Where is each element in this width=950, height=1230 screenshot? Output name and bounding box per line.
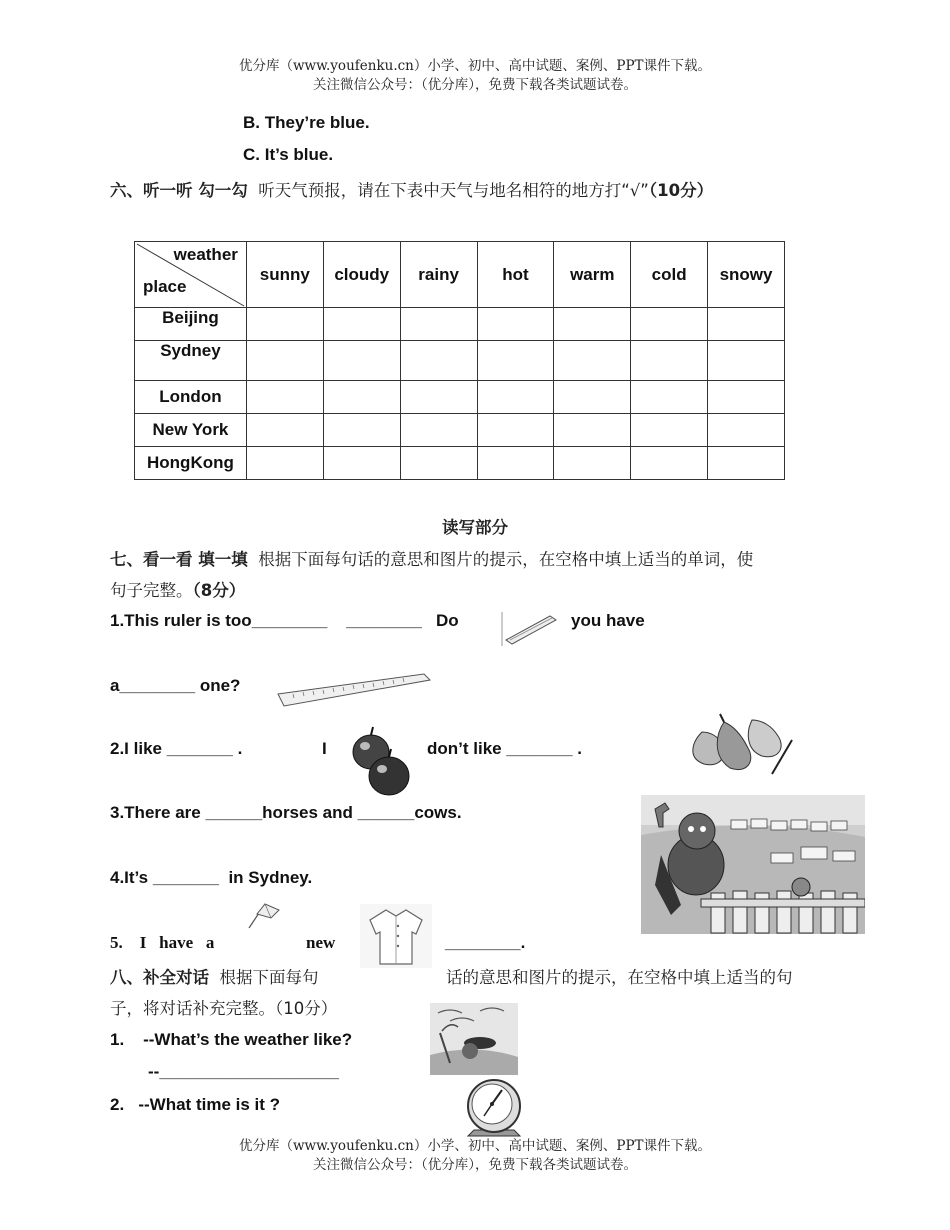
long-ruler-picture — [274, 670, 434, 710]
header-line-1: 优分库（www.youfenku.cn）小学、初中、高中试题、案例、PPT课件下载。 — [238, 58, 712, 74]
q5-text-c: ________. — [445, 933, 526, 952]
col-header: rainy — [400, 242, 477, 308]
check-cell[interactable] — [708, 381, 785, 414]
s8-q1-answer: --___________________ — [148, 1062, 339, 1081]
section8-title: 八、补全对话 — [110, 968, 209, 987]
section8-heading — [110, 964, 319, 988]
section8-instruction-2: 子，将对话补充完整。（10分） — [110, 999, 338, 1018]
apples-picture — [345, 722, 415, 798]
check-cell[interactable] — [323, 447, 400, 480]
col-header: cloudy — [323, 242, 400, 308]
table-corner-cell — [135, 242, 247, 308]
section6-instruction: 听天气预报，请在下表中天气与地名相符的地方打“√” — [258, 181, 649, 200]
q2-text-b: I — [322, 739, 327, 758]
header-line-2: 关注微信公众号：（优分库），免费下载各类试题试卷。 — [313, 77, 637, 93]
corner-place-label: place — [143, 277, 187, 296]
check-cell[interactable] — [246, 447, 323, 480]
check-cell[interactable] — [477, 341, 554, 381]
section6-heading — [110, 177, 713, 201]
table-row — [135, 341, 785, 381]
row-place: Beijing — [135, 308, 247, 341]
row-place: HongKong — [135, 447, 247, 480]
section6-score: （10分） — [648, 181, 714, 200]
check-cell[interactable] — [400, 414, 477, 447]
section7-title: 七、看一看 填一填 — [110, 550, 248, 569]
footer-line-2: 关注微信公众号：（优分库），免费下载各类试题试卷。 — [313, 1157, 637, 1173]
check-cell[interactable] — [631, 308, 708, 341]
check-cell[interactable] — [554, 414, 631, 447]
check-cell[interactable] — [323, 308, 400, 341]
table-row — [135, 447, 785, 480]
check-cell[interactable] — [323, 381, 400, 414]
q5-text-a: 5. I have a — [110, 933, 215, 952]
check-cell[interactable] — [477, 447, 554, 480]
corner-weather-label: weather — [173, 245, 238, 264]
table-row — [135, 308, 785, 341]
q1-text-b: you have — [571, 611, 645, 630]
col-header: cold — [631, 242, 708, 308]
check-cell[interactable] — [246, 414, 323, 447]
clock-picture — [458, 1076, 530, 1140]
check-cell[interactable] — [554, 447, 631, 480]
short-ruler-picture — [500, 610, 558, 648]
q2-text-a: 2.I like _______ . — [110, 739, 243, 758]
check-cell[interactable] — [631, 447, 708, 480]
option-c: C. It’s blue. — [243, 145, 334, 164]
row-place: Sydney — [135, 341, 247, 381]
check-cell[interactable] — [631, 414, 708, 447]
check-cell[interactable] — [477, 308, 554, 341]
section8-instruction-1b: 话的意思和图片的提示，在空格中填上适当的句 — [446, 968, 793, 987]
check-cell[interactable] — [708, 308, 785, 341]
check-cell[interactable] — [400, 381, 477, 414]
q1-text-a: 1.This ruler is too________ ________ Do — [110, 611, 459, 630]
section7-score: （8分） — [192, 581, 246, 600]
check-cell[interactable] — [246, 381, 323, 414]
q1-text-c: a________ one? — [110, 676, 241, 695]
kite-picture — [243, 900, 283, 930]
check-cell[interactable] — [708, 341, 785, 381]
part-title: 读写部分 — [442, 518, 508, 537]
farm-picture — [641, 795, 865, 934]
s8-q2-text: 2. --What time is it ? — [110, 1095, 281, 1114]
check-cell[interactable] — [631, 381, 708, 414]
col-header: snowy — [708, 242, 785, 308]
table-row — [135, 414, 785, 447]
section7-instruction-line2 — [110, 577, 245, 601]
check-cell[interactable] — [323, 414, 400, 447]
section6-title: 六、听一听 勾一勾 — [110, 181, 248, 200]
check-cell[interactable] — [400, 341, 477, 381]
windy-weather-picture — [430, 1003, 518, 1075]
check-cell[interactable] — [477, 381, 554, 414]
option-b: B. They’re blue. — [243, 113, 370, 132]
check-cell[interactable] — [631, 341, 708, 381]
footer-line-1: 优分库（www.youfenku.cn）小学、初中、高中试题、案例、PPT课件下载。 — [238, 1138, 712, 1154]
table-row — [135, 381, 785, 414]
check-cell[interactable] — [554, 381, 631, 414]
col-header: hot — [477, 242, 554, 308]
check-cell[interactable] — [246, 308, 323, 341]
col-header: warm — [554, 242, 631, 308]
check-cell[interactable] — [246, 341, 323, 381]
row-place: London — [135, 381, 247, 414]
check-cell[interactable] — [400, 308, 477, 341]
q5-text-b: new — [306, 933, 336, 952]
row-place: New York — [135, 414, 247, 447]
check-cell[interactable] — [554, 308, 631, 341]
table-header-row — [135, 242, 785, 308]
section8-instruction-1: 根据下面每句 — [219, 968, 319, 987]
section7-heading — [110, 546, 753, 570]
weather-table — [134, 241, 785, 480]
check-cell[interactable] — [400, 447, 477, 480]
section7-instruction-1: 根据下面每句话的意思和图片的提示，在空格中填上适当的单词，使 — [258, 550, 754, 569]
pears-picture — [682, 712, 798, 776]
q4-text: 4.It’s _______ in Sydney. — [110, 868, 313, 887]
check-cell[interactable] — [323, 341, 400, 381]
check-cell[interactable] — [708, 447, 785, 480]
q2-text-c: don’t like _______ . — [427, 739, 582, 758]
shirt-picture — [360, 904, 432, 968]
section7-instruction-2: 句子完整。 — [110, 581, 193, 600]
q3-text: 3.There are ______horses and ______cows. — [110, 803, 462, 822]
check-cell[interactable] — [708, 414, 785, 447]
check-cell[interactable] — [554, 341, 631, 381]
col-header: sunny — [246, 242, 323, 308]
check-cell[interactable] — [477, 414, 554, 447]
s8-q1-text: 1. --What’s the weather like? — [110, 1030, 353, 1049]
